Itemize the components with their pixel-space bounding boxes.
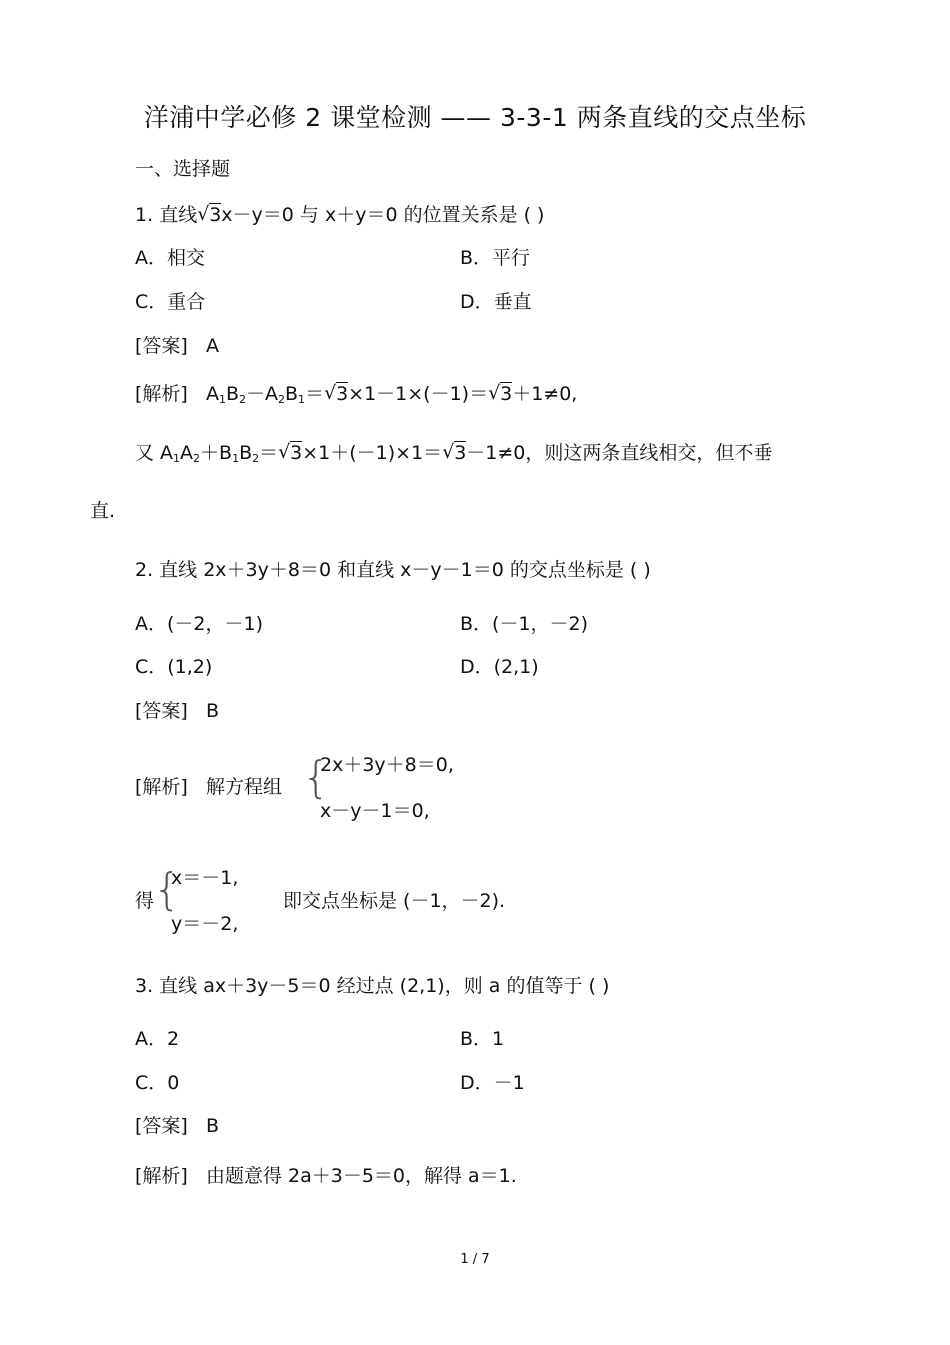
question-text: 直线 (159, 204, 198, 226)
answer-value: A (205, 335, 219, 357)
left-brace: { (153, 864, 181, 915)
analysis-row: [解析] 由题意得 2a＋3－5＝0，解得 a＝1. (135, 1165, 517, 1187)
option-d: D．－1 (460, 1072, 525, 1094)
analysis-row: [解析] 解方程组 (135, 776, 282, 798)
answer-row (135, 334, 219, 358)
answer-row (135, 699, 219, 723)
equation-1: 2x＋3y＋8＝0, (320, 754, 454, 776)
option-a: A．2 (135, 1028, 180, 1050)
answer-value: B (205, 700, 219, 722)
analysis-continued: 又 $A_1A_2+B_1B_2=√$ 3×1＋(－1)×1＝√ 3－1≠0，则这两条直线相交，但不垂 (135, 441, 772, 465)
option-d: D．垂直 (460, 291, 532, 313)
conclusion: 即交点坐标是 (－1，－2). (283, 890, 506, 912)
answer-label: [答案] (135, 1115, 188, 1137)
option-c: C．0 (135, 1072, 180, 1094)
equation-2: x－y－1＝0, (320, 800, 430, 822)
answer-row (135, 1114, 219, 1138)
option-b: B．(－1，－2) (460, 613, 589, 635)
page-number: 1 / 7 (460, 1252, 490, 1267)
option-c: C．重合 (135, 291, 206, 313)
result-2: y＝－2, (171, 913, 239, 935)
option-a: A．相交 (135, 247, 205, 269)
sqrt-symbol: √ 3 (278, 441, 302, 465)
analysis-label: [解析] (135, 776, 188, 798)
option-d: D．(2,1) (460, 656, 539, 678)
option-b: B．1 (460, 1028, 505, 1050)
answer-label: [答案] (135, 700, 188, 722)
analysis-row: [解析] $A_1B_2-A_2B_1=√$ 3×1－1×(－1)＝√ 3＋1≠0, (135, 382, 577, 406)
answer-value: B (205, 1115, 219, 1137)
analysis-label: [解析] (135, 1165, 188, 1187)
option-c: C．(1,2) (135, 656, 213, 678)
option-a: A．(－2，－1) (135, 613, 263, 635)
question-3-stem: 3. 直线 ax＋3y－5＝0 经过点 (2,1)，则 a 的值等于 ( ) (135, 975, 610, 997)
question-2-stem: 2. 直线 2x＋3y＋8＝0 和直线 x－y－1＝0 的交点坐标是 ( ) (135, 559, 651, 581)
analysis-label: [解析] (135, 383, 188, 405)
result-1: x＝－1, (171, 867, 239, 889)
result-label: 得 (135, 890, 155, 912)
sqrt-symbol: √ 3 (324, 382, 348, 406)
sqrt-symbol: √ 3 (488, 382, 512, 406)
answer-label: [答案] (135, 335, 188, 357)
analysis-end: 直. (90, 500, 116, 522)
question-number: 1. (135, 204, 154, 226)
left-brace: { (302, 752, 330, 803)
section-heading: 一、选择题 (135, 158, 231, 180)
option-b: B．平行 (460, 247, 531, 269)
question-1-stem (135, 203, 544, 227)
sqrt-symbol: √ 3 (197, 203, 221, 227)
sqrt-symbol: √ 3 (442, 441, 466, 465)
page-title: 洋浦中学必修 2 课堂检测 —— 3-3-1 两条直线的交点坐标 (143, 103, 807, 132)
question-text: x－y＝0 与 x＋y＝0 的位置关系是 ( ) (221, 204, 545, 226)
